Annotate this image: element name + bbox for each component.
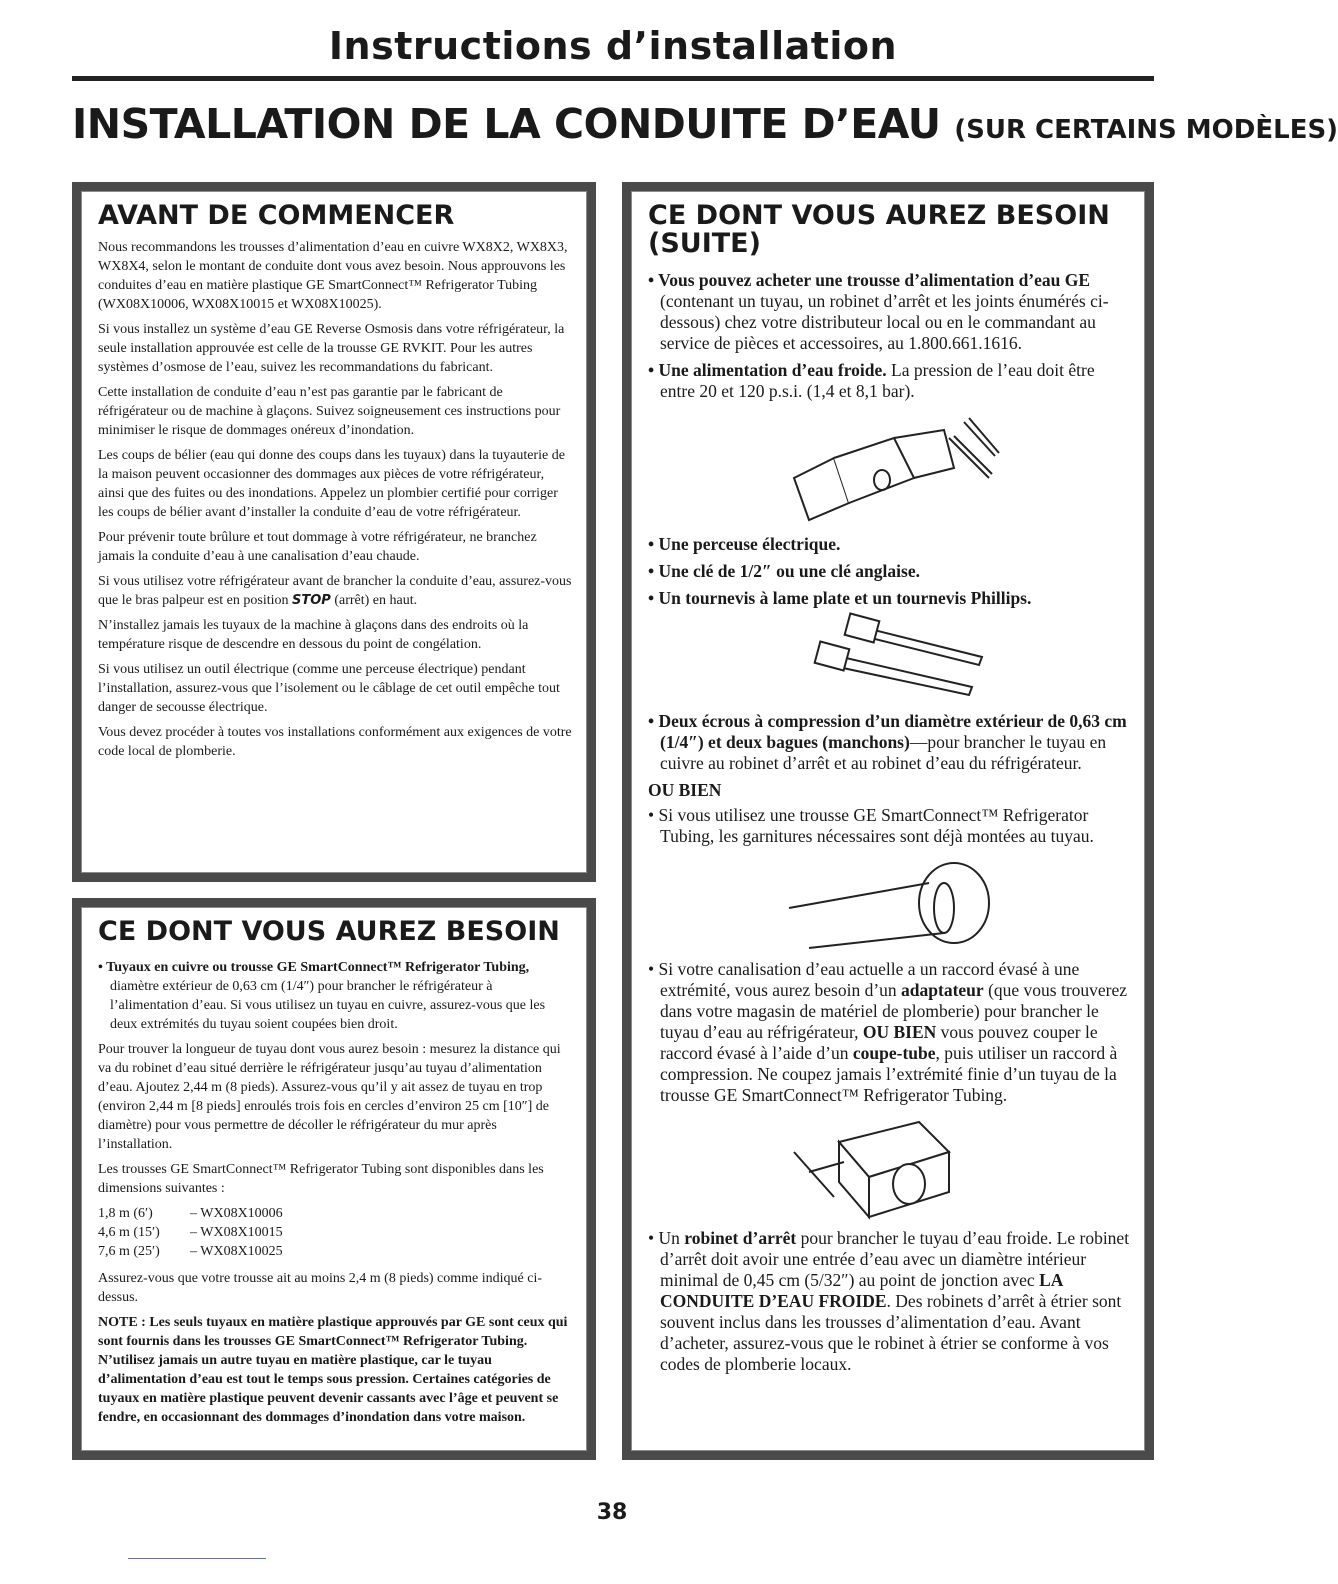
tubing-size-row: [98, 1242, 572, 1261]
cont-bullet-adapter: [648, 959, 1130, 1106]
cont-adapter-cutter: coupe-tube: [852, 1043, 936, 1063]
continued-heading-line-2: (SUITE): [648, 228, 761, 259]
cont-adapter-text-b: (que vous trouverez dans votre magasin de matériel de plomberie) pour brancher le tuyau d’eau au réfrigérateur,: [660, 980, 1128, 1042]
section-title-main: INSTALLATION DE LA CONDUITE D’EAU: [72, 100, 941, 148]
cont-shutoff-text-c: . Des robinets d’arrêt à étrier sont souvent inclus dans les trousses d’alimentation d’eau. Avant d’acheter, assurez-vous que le robinet à étrier se conforme à vos codes de plomberie locaux.: [660, 1291, 1122, 1374]
stop-label: STOP: [292, 593, 331, 608]
cont-adapter-text-c: vous pouvez couper le raccord évasé à l’aide d’un: [660, 1022, 1098, 1063]
tubing-size-length: 7,6 m (25′): [98, 1244, 160, 1259]
cont-bullet-kit: [648, 270, 1130, 354]
tubing-end-illustration: [779, 853, 999, 953]
need-paragraph-sizes: Les trousses GE SmartConnect™ Refrigerator Tubing sont disponibles dans les dimensions suivantes :: [98, 1162, 544, 1196]
cont-adapter-bold: adaptateur: [901, 980, 984, 1000]
before-paragraph-7: N’installez jamais les tuyaux de la machine à glaçons dans des endroits où la température risque de descendre en dessous du point de congélation.: [98, 618, 529, 652]
need-bullet-tubing: [98, 958, 572, 1034]
need-paragraph-length: Pour trouver la longueur de tuyau dont vous aurez besoin : mesurez la distance qui va du robinet d’eau situé derrière le réfrigérateur jusqu’au tuyau d’alimentation d’eau. Ajoutez 2,44 m (8 pieds). Assurez-vous qu’il y ait assez de tuyau en trop (environ 2,44 m [8 pieds] enroulés trois fois en cercles d’environ 25 cm [10″] de diamètre) pour vous permettre de décoller le réfrigérateur du mur après l’installation.: [98, 1042, 561, 1152]
cont-bullet-kit-rest: (contenant un tuyau, un robinet d’arrêt et les joints énumérés ci-dessous) chez votre distributeur local ou en le commandant au service de pièces et accessoires, au 1.800.661.1616.: [660, 291, 1109, 353]
cont-bullet-compression-bold: • Deux écrous à compression d’un diamètre extérieur de 0,63 cm (1/4″) et deux bagues (manchons): [648, 711, 1127, 752]
what-you-need-heading: CE DONT VOUS AUREZ BESOIN: [98, 916, 560, 947]
continued-heading-line-1: CE DONT VOUS AUREZ BESOIN: [648, 200, 1110, 231]
tubing-size-row: [98, 1204, 572, 1223]
section-title-sub: (SUR CERTAINS MODÈLES): [954, 115, 1338, 145]
what-you-need-continued-box: [622, 182, 1154, 1460]
before-you-begin-heading: AVANT DE COMMENCER: [98, 200, 455, 231]
page-header-title: Instructions d’installation: [328, 24, 898, 68]
footer-line: [128, 1558, 266, 1559]
cont-adapter-text-d: , puis utiliser un raccord à compression. Ne coupez jamais l’extrémité finie d’un tuyau de la trousse GE SmartConnect™ Refrigerator Tubing.: [660, 1043, 1118, 1105]
cont-bullet-cold-water-bold: • Une alimentation d’eau froide.: [648, 360, 887, 380]
cont-bullet-wrench: • Une clé de 1/2″ ou une clé anglaise.: [648, 561, 920, 581]
need-note: NOTE : Les seuls tuyaux en matière plastique approuvés par GE sont ceux qui sont fournis dans les trousses GE SmartConnect™ Refrigerator Tubing. N’utilisez jamais un autre tuyau en matière plastique, car le tuyau d’alimentation d’eau est tout le temps sous pression. Certaines catégories de tuyaux en matière plastique peuvent devenir cassants avec l’âge et peuvent se fendre, en occasionnant des dommages d’inondation dans votre maison.: [98, 1315, 568, 1425]
need-bullet-tubing-rest: diamètre extérieur de 0,63 cm (1/4″) pour brancher le réfrigérateur à l’alimentation d’eau. Si vous utilisez un tuyau en cuivre, assurez-vous que les deux extrémités du tuyau soient coupées bien droit.: [110, 979, 546, 1032]
need-bullet-tubing-bold: • Tuyaux en cuivre ou trousse GE SmartConnect™ Refrigerator Tubing,: [98, 960, 530, 975]
before-paragraph-1: Nous recommandons les trousses d’alimentation d’eau en cuivre WX8X2, WX8X3, WX8X4, selon le montant de conduite dont vous avez besoin. Nous approuvons les conduites d’eau en matière plastique GE SmartConnect™ Refrigerator Tubing (WX08X10006, WX08X10015 et WX08X10025).: [98, 240, 568, 312]
before-you-begin-box: [72, 182, 596, 882]
cont-or-label: OU BIEN: [648, 780, 722, 800]
before-paragraph-9: Vous devez procéder à toutes vos installations conformément aux exigences de votre code local de plomberie.: [98, 725, 572, 759]
tubing-size-row: [98, 1223, 572, 1242]
shutoff-valve-illustration: [789, 1112, 989, 1222]
before-paragraph-4: Les coups de bélier (eau qui donne des coups dans les tuyaux) dans la tuyauterie de la maison peuvent occasionner des dommages aux pièces de votre réfrigérateur, ainsi que des fuites ou des inondations. Appelez un plombier certifié pour corriger les coups de bélier avant d’installer la conduite d’eau de votre réfrigérateur.: [98, 448, 565, 520]
header-rule: [72, 76, 1154, 81]
before-paragraph-6: [98, 572, 572, 610]
need-paragraph-minimum: Assurez-vous que votre trousse ait au moins 2,4 m (8 pieds) comme indiqué ci-dessus.: [98, 1271, 543, 1305]
cont-bullet-cold-water: [648, 360, 1130, 402]
cont-shutoff-text-b: pour brancher le tuyau d’eau froide. Le robinet d’arrêt doit avoir une entrée d’eau avec un diamètre intérieur minimal de 0,45 cm (5/32″) au point de jonction avec: [660, 1228, 1130, 1290]
tubing-size-length: 4,6 m (15′): [98, 1225, 160, 1240]
before-paragraph-2: Si vous installez un système d’eau GE Reverse Osmosis dans votre réfrigérateur, la seule installation approuvée est celle de la trousse GE RVKIT. Pour les autres systèmes d’osmose de l’eau, suivez les recommandations du fabricant.: [98, 322, 565, 375]
tubing-size-code: – WX08X10025: [190, 1244, 283, 1259]
cont-bullet-compression-rest: —pour brancher le tuyau en cuivre au robinet d’arrêt et au robinet d’eau du réfrigérateur.: [660, 732, 1107, 773]
before-p6-text-a: Si vous utilisez votre réfrigérateur avant de brancher la conduite d’eau, assurez-vous que le bras palpeur est en position: [98, 574, 572, 608]
cont-bullet-cold-water-rest: La pression de l’eau doit être entre 20 et 120 p.s.i. (1,4 et 8,1 bar).: [660, 360, 1095, 401]
continued-heading: [648, 202, 1130, 258]
cont-bullet-smartconnect: • Si vous utilisez une trousse GE SmartConnect™ Refrigerator Tubing, les garnitures nécessaires sont déjà montées au tuyau.: [648, 805, 1094, 846]
compression-nuts-illustration: [789, 615, 989, 705]
before-p6-text-b: (arrêt) en haut.: [330, 593, 418, 608]
before-paragraph-3: Cette installation de conduite d’eau n’est pas garantie par le fabricant de réfrigérateur ou de machine à glaçons. Suivez soigneusement ces instructions pour minimiser le risque de dommages onéreux d’inondation.: [98, 385, 561, 438]
cont-adapter-or: OU BIEN: [862, 1022, 937, 1042]
cont-bullet-compression: [648, 711, 1130, 774]
page-number: 38: [596, 1500, 628, 1525]
cont-bullet-shutoff: [648, 1228, 1130, 1375]
cont-adapter-text-a: • Si votre canalisation d’eau actuelle a un raccord évasé à une extrémité, vous aurez besoin d’un: [648, 959, 1080, 1000]
before-paragraph-8: Si vous utilisez un outil électrique (comme une perceuse électrique) pendant l’installation, assurez-vous que l’isolement ou le câblage de cet outil empêche tout danger de secousse électrique.: [98, 662, 560, 715]
cont-shutoff-text-a: • Un: [648, 1228, 685, 1248]
cont-shutoff-bold: robinet d’arrêt: [684, 1228, 797, 1248]
what-you-need-box: [72, 898, 596, 1460]
section-title: [72, 100, 1338, 148]
cont-bullet-drill: • Une perceuse électrique.: [648, 534, 841, 554]
tubing-size-table: [98, 1204, 572, 1261]
drill-illustration: [774, 408, 1004, 528]
cont-shutoff-cold-line: LA CONDUITE D’EAU FROIDE: [660, 1270, 1063, 1311]
cont-bullet-screwdrivers: • Un tournevis à lame plate et un tournevis Phillips.: [648, 588, 1032, 608]
cont-bullet-kit-bold: • Vous pouvez acheter une trousse d’alimentation d’eau GE: [648, 270, 1091, 290]
tubing-size-length: 1,8 m (6′): [98, 1206, 153, 1221]
tubing-size-code: – WX08X10015: [190, 1225, 283, 1240]
tubing-size-code: – WX08X10006: [190, 1206, 283, 1221]
before-paragraph-5: Pour prévenir toute brûlure et tout dommage à votre réfrigérateur, ne branchez jamais la conduite d’eau à une canalisation d’eau chaude.: [98, 530, 537, 564]
